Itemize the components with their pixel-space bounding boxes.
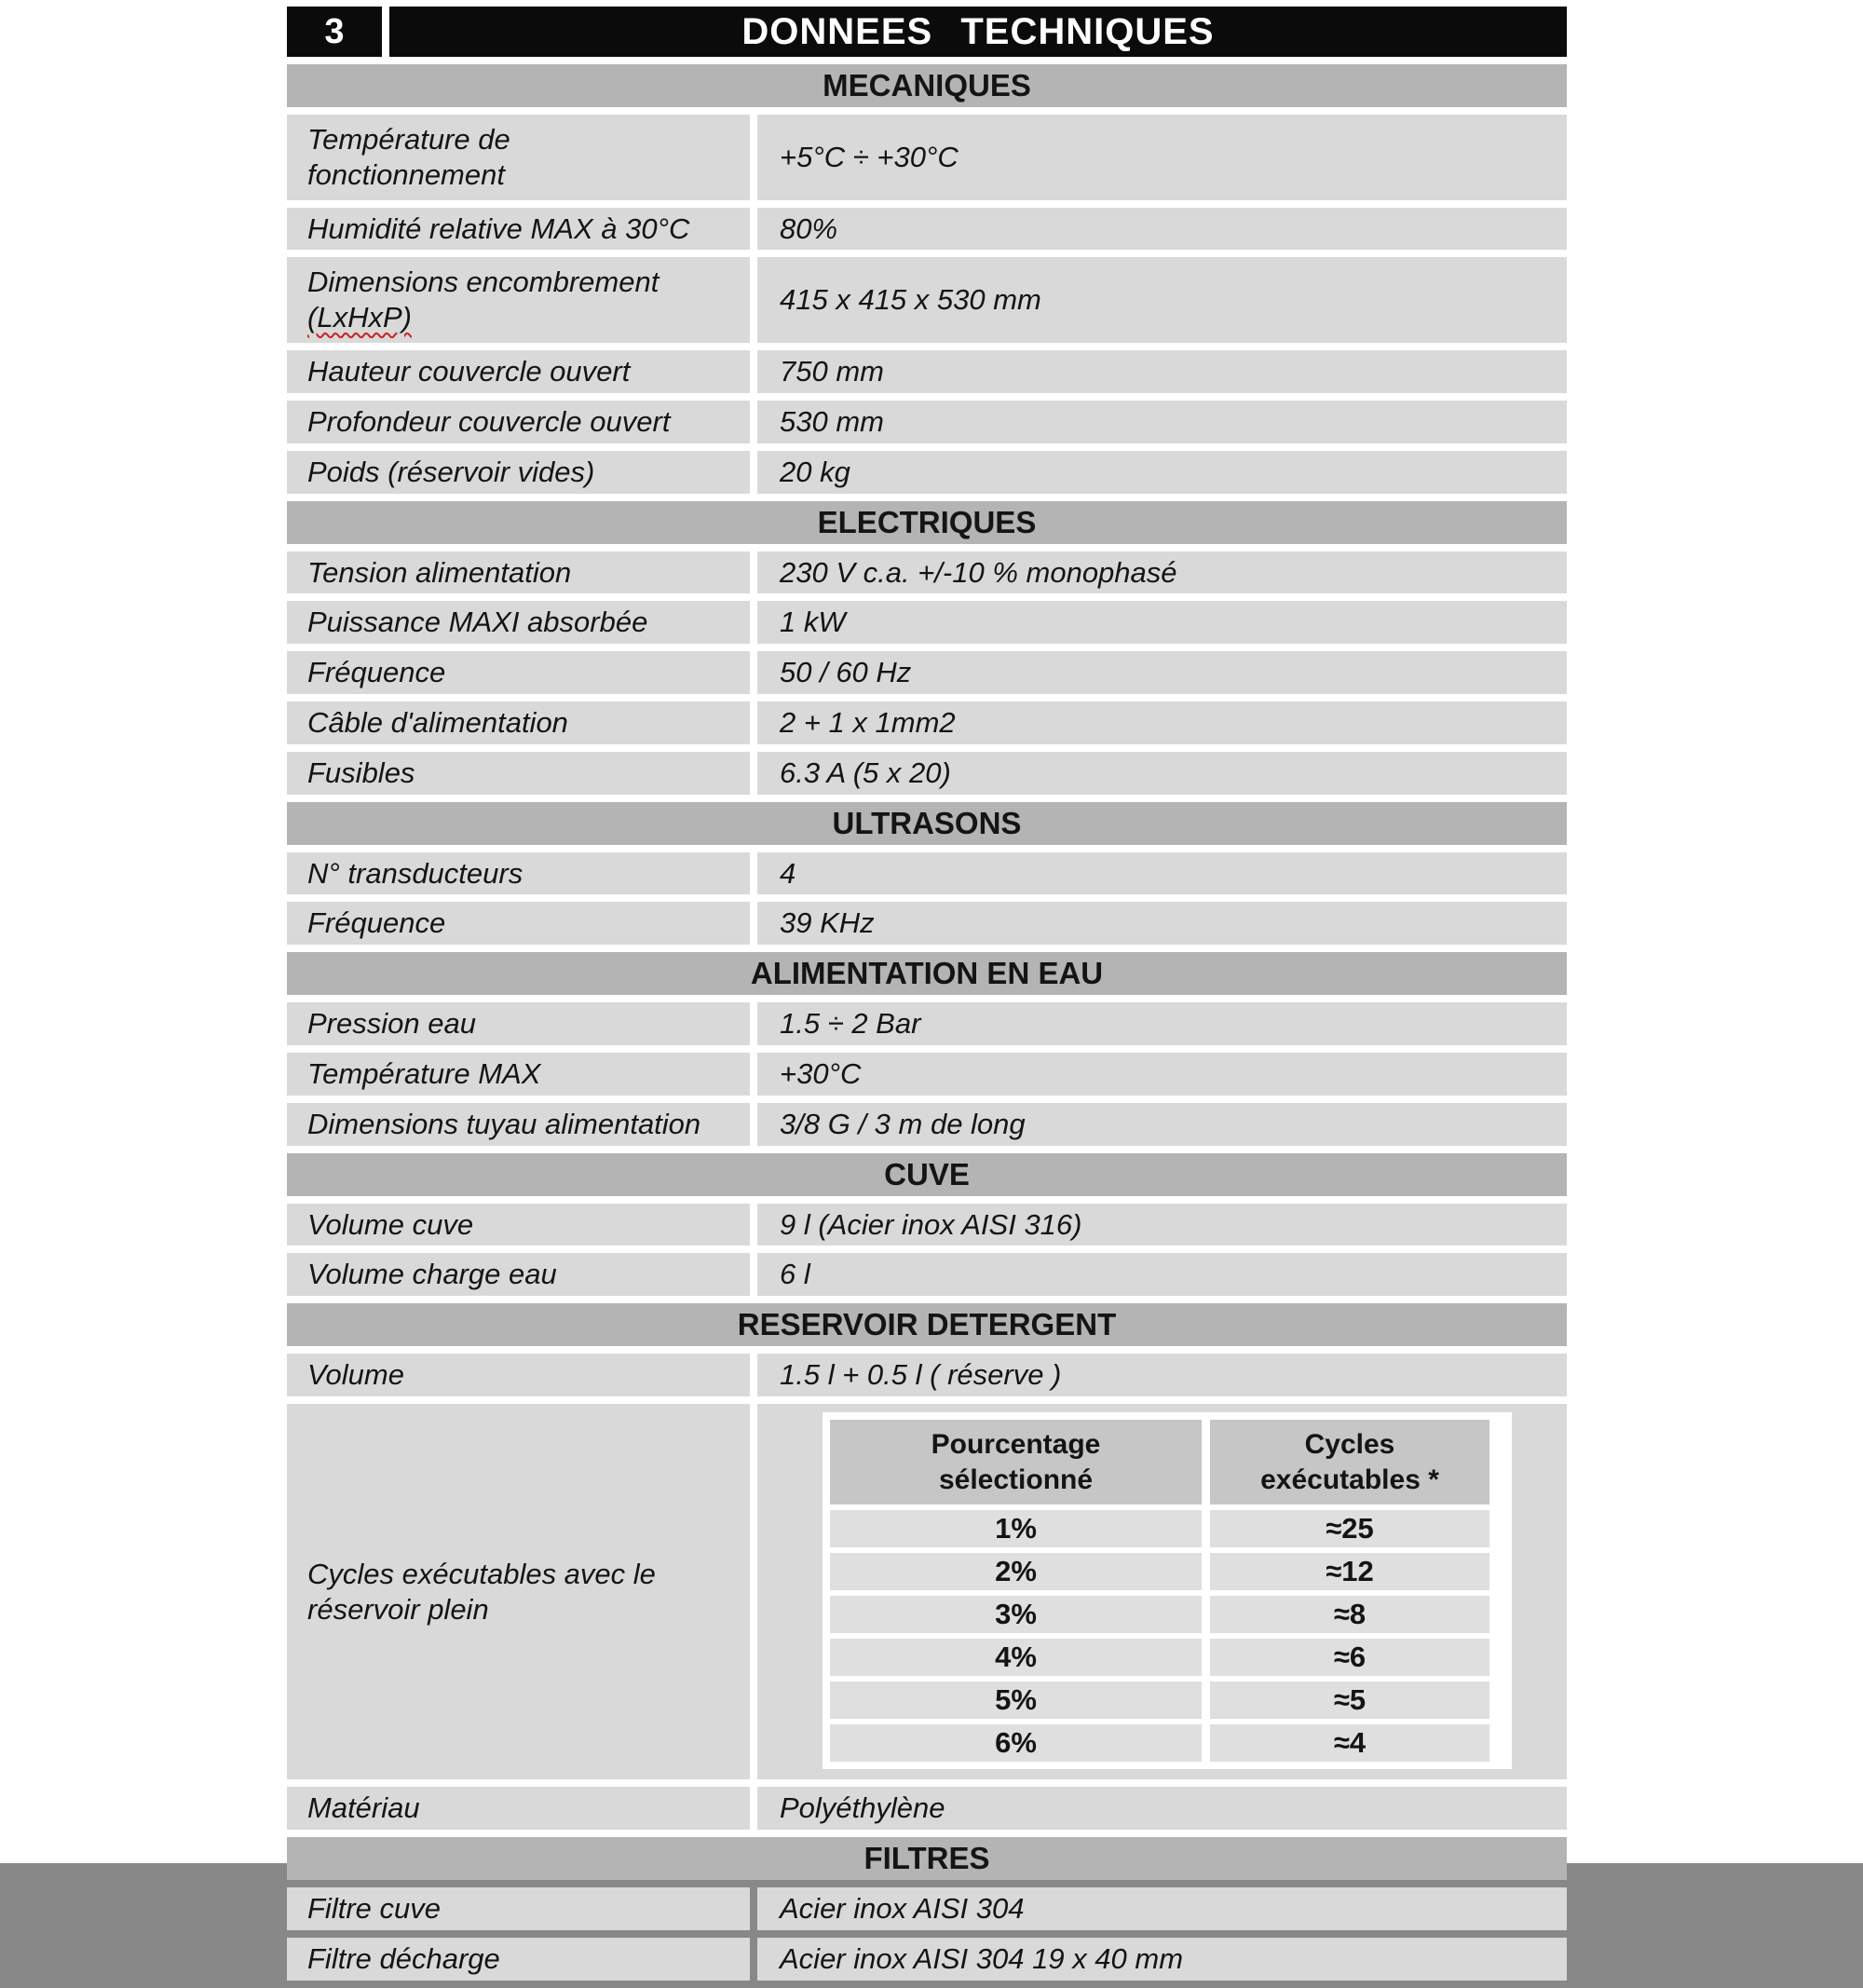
row-label-line: Volume cuve [307,1207,474,1241]
row-label-cell [287,1354,750,1396]
cycles-col-header [1210,1420,1489,1505]
row-value-cell: 4 [757,852,1567,895]
row-value-cell: +5°C ÷ +30°C [757,115,1567,200]
cycles-percent-cell: 2% [830,1553,1202,1590]
row-value-cell: +30°C [757,1053,1567,1096]
row-label-cell [287,601,750,644]
row-label-line: Tension alimentation [307,555,572,589]
row-label-cell [287,752,750,795]
cycles-count-cell: ≈6 [1210,1639,1489,1676]
cycles-count-cell: ≈8 [1210,1596,1489,1633]
row-value-cell: Acier inox AISI 304 [757,1887,1567,1930]
table-row [287,208,1567,251]
row-value-cell: 750 mm [757,350,1567,393]
row-value-cell: 9 l (Acier inox AISI 316) [757,1204,1567,1246]
row-value-cell: Acier inox AISI 304 19 x 40 mm [757,1938,1567,1981]
row-label-line: Dimensions tuyau alimentation [307,1107,701,1140]
table-row [287,1253,1567,1296]
section-band: MECANIQUES [287,64,1567,107]
table-row [287,115,1567,200]
table-row [287,1002,1567,1045]
row-value-cell: 3/8 G / 3 m de long [757,1103,1567,1146]
row-label-cell [287,902,750,945]
row-label-cell [287,257,750,343]
row-value-cell: 20 kg [757,451,1567,494]
row-label-line: réservoir plein [307,1592,489,1626]
cycles-percent-cell: 5% [830,1682,1202,1719]
row-label-line: Matériau [307,1791,420,1825]
row-value-cell: Polyéthylène [757,1787,1567,1830]
row-label-line: Filtre cuve [307,1891,441,1925]
row-label-cell [287,350,750,393]
row-value-cell: 1.5 l + 0.5 l ( réserve ) [757,1354,1567,1396]
row-label-cell [287,1204,750,1246]
table-row [287,350,1567,393]
table-row [287,1787,1567,1830]
table-row [287,651,1567,694]
row-value-cell: 80% [757,208,1567,251]
row-label-line: N° transducteurs [307,856,524,890]
row-label-cell [287,651,750,694]
row-label-cell [287,208,750,251]
row-value-cell: 39 KHz [757,902,1567,945]
cycles-percent-cell: 4% [830,1639,1202,1676]
cycles-col-header-line: exécutables * [1260,1464,1439,1495]
table-row [287,1354,1567,1396]
row-label-line: Fusibles [307,756,415,789]
table-row [287,1887,1567,1930]
table-row [287,401,1567,443]
row-value-cell: 1 kW [757,601,1567,644]
cycles-col-header-line: Pourcentage [931,1429,1101,1461]
row-value-cell: 1.5 ÷ 2 Bar [757,1002,1567,1045]
cycles-spec-row [287,1404,1567,1779]
row-label-cell [287,1887,750,1930]
table-row [287,701,1567,744]
row-label-line: Puissance MAXI absorbée [307,606,648,639]
section-band: ELECTRIQUES [287,501,1567,544]
page-title: DONNEES TECHNIQUES [389,7,1567,57]
section-band: ALIMENTATION EN EAU [287,952,1567,995]
table-row [287,752,1567,795]
row-label-cell [287,401,750,443]
row-label-line: Dimensions encombrement [307,266,660,299]
row-label-line: Câble d'alimentation [307,705,568,739]
row-label-cell [287,1938,750,1981]
cycles-col-header-line: sélectionné [938,1464,1094,1495]
section-band: FILTRES [287,1837,1567,1880]
row-label-line: Poids (réservoir vides) [307,455,595,488]
row-value-cell: 2 + 1 x 1mm2 [757,701,1567,744]
row-label-cell [287,1103,750,1146]
cycles-value-cell [757,1404,1567,1779]
table-row [287,1204,1567,1246]
cycles-percent-cell: 6% [830,1724,1202,1762]
row-label-line: Humidité relative MAX à 30°C [307,211,690,245]
row-label-cell [287,1253,750,1296]
table-row [287,551,1567,594]
row-value-cell: 415 x 415 x 530 mm [757,257,1567,343]
row-label-cell [287,701,750,744]
row-value-cell: 6 l [757,1253,1567,1296]
row-value-cell: 50 / 60 Hz [757,651,1567,694]
cycles-count-cell: ≈25 [1210,1510,1489,1547]
section-band: RESERVOIR DETERGENT [287,1303,1567,1346]
chapter-header-bar [287,7,1567,57]
table-row [287,1053,1567,1096]
cycles-col-header [830,1420,1202,1505]
technical-data-table [287,7,1567,1988]
table-row [287,1938,1567,1981]
cycles-count-cell: ≈4 [1210,1724,1489,1762]
table-row [287,1103,1567,1146]
table-row [287,852,1567,895]
cycles-count-cell: ≈5 [1210,1682,1489,1719]
row-label-cell [287,451,750,494]
table-row [287,257,1567,343]
row-label-cell [287,1002,750,1045]
row-label-line: Fréquence [307,656,446,689]
cycles-col-header-line: Cycles [1304,1429,1395,1461]
section-band: ULTRASONS [287,802,1567,845]
row-label-line: Profondeur couvercle ouvert [307,404,671,438]
cycles-percent-cell: 3% [830,1596,1202,1633]
cycles-count-cell: ≈12 [1210,1553,1489,1590]
table-row [287,601,1567,644]
row-label-line: Filtre décharge [307,1941,500,1975]
table-row [287,451,1567,494]
row-label-cell [287,1787,750,1830]
row-value-cell: 230 V c.a. +/-10 % monophasé [757,551,1567,594]
row-label-line: Température de [307,123,510,156]
row-label-line: fonctionnement [307,157,505,191]
row-label-cell [287,115,750,200]
row-label-line: Hauteur couvercle ouvert [307,355,631,388]
row-label-line: (LxHxP) [307,301,412,334]
row-label-line: Fréquence [307,906,446,940]
row-label-line: Volume charge eau [307,1258,557,1291]
row-label-cell [287,551,750,594]
chapter-number: 3 [287,7,382,57]
row-label-cell [287,1404,750,1779]
row-label-cell [287,852,750,895]
cycles-percent-cell: 1% [830,1510,1202,1547]
row-value-cell: 6.3 A (5 x 20) [757,752,1567,795]
table-body [287,64,1567,1981]
row-label-line: Pression eau [307,1007,476,1041]
row-label-line: Volume [307,1358,404,1392]
cycles-inner-table [823,1412,1512,1769]
row-value-cell: 530 mm [757,401,1567,443]
row-label-cell [287,1053,750,1096]
section-band: CUVE [287,1153,1567,1196]
row-label-line: Cycles exécutables avec le [307,1557,656,1590]
table-row [287,902,1567,945]
row-label-line: Température MAX [307,1057,541,1090]
